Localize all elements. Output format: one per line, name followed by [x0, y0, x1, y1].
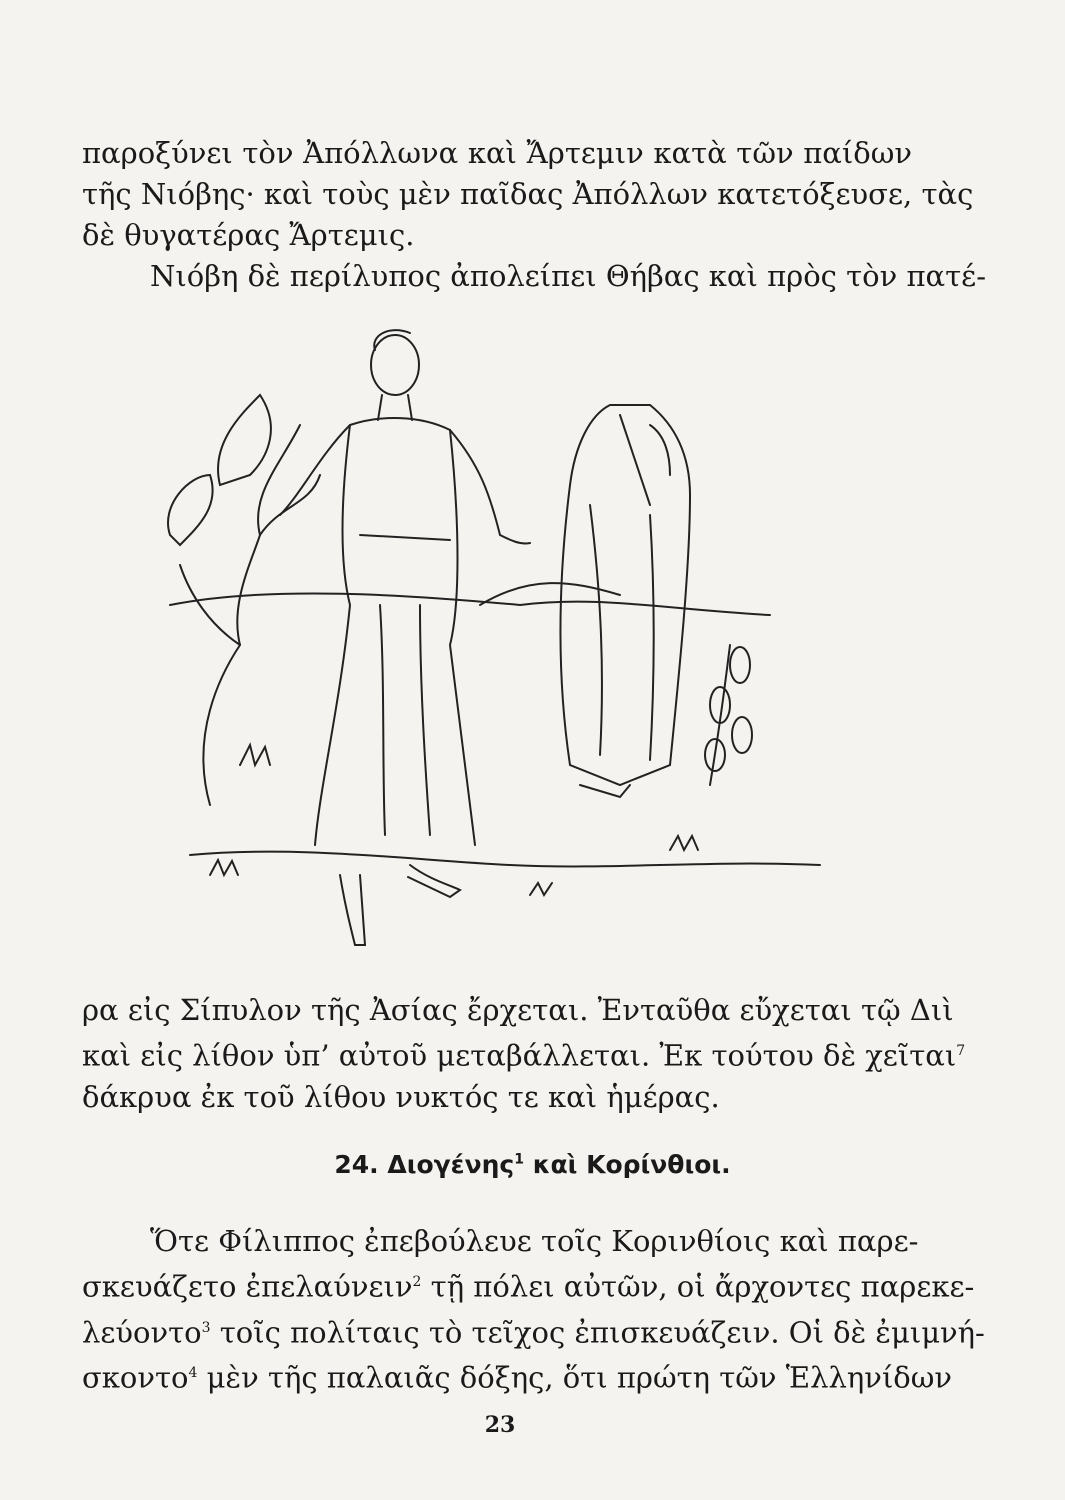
section-title-part: Διογένης: [387, 1150, 515, 1179]
footnote-marker: 4: [188, 1365, 198, 1382]
figure-robe-left: [315, 425, 350, 845]
footnote-marker: 2: [412, 1274, 422, 1290]
text-line: [82, 1262, 975, 1308]
section-heading: [0, 1150, 1065, 1179]
text-line-content: καὶ εἰς λίθον ὑπ’ αὐτοῦ μεταβάλλεται. Ἐκ τούτου δὲ χεῖται: [82, 1038, 957, 1073]
paragraph-2: [82, 256, 986, 297]
text-line: [82, 1353, 953, 1399]
text-line-content: μὲν τῆς παλαιᾶς δόξης, ὅτι πρώτη τῶν Ἑλληνίδων: [197, 1360, 953, 1395]
illustration-niobe: [150, 305, 840, 965]
text-line-content: λεύοντο: [82, 1315, 202, 1350]
text-line: τῆς Νιόβης· καὶ τοὺς μὲν παῖδας Ἀπόλλων κατετόξευσε, τὰς: [82, 177, 974, 211]
text-line: δὲ θυγατέρας Ἄρτεμις.: [82, 218, 415, 252]
footnote-marker: 3: [201, 1319, 211, 1336]
figure-veiled-niobe: [561, 405, 690, 785]
text-line-content: σκευάζετο ἐπελαύνειν: [82, 1269, 413, 1304]
text-line: δάκρυα ἐκ τοῦ λίθου νυκτός τε καὶ ἡμέρας.: [82, 1079, 720, 1114]
paragraph-4: [82, 1221, 985, 1399]
footnote-marker: 1: [514, 1151, 524, 1168]
ground-line: [190, 852, 820, 867]
horizon-line: [170, 593, 770, 615]
footnote-marker: 7: [956, 1043, 966, 1059]
text-line: [82, 1031, 966, 1077]
figure-head-left: [371, 335, 419, 395]
section-number: 24.: [334, 1150, 379, 1179]
text-line: Ὅτε Φίλιππος ἐπεβούλευε τοῖς Κορινθίοις καὶ παρε-: [150, 1224, 919, 1258]
paragraph-1: [82, 133, 974, 256]
text-line-content: τοῖς πολίταις τὸ τεῖχος ἐπισκευάζειν. Οἱ δὲ ἐμιμνή-: [210, 1315, 985, 1350]
text-line: ρα εἰς Σίπυλον τῆς Ἀσίας ἔρχεται. Ἐνταῦθα εὔχεται τῷ Διὶ: [82, 993, 954, 1027]
paragraph-3: [82, 990, 966, 1118]
section-title-part: καὶ Κορίνθιοι.: [532, 1150, 731, 1179]
text-line-content: σκοντο: [82, 1360, 189, 1395]
text-line: παροξύνει τὸν Ἀπόλλωνα καὶ Ἄρτεμιν κατὰ τῶν παίδων: [82, 136, 912, 170]
page-number: 23: [484, 1412, 516, 1438]
plant-right: [710, 645, 730, 785]
text-line: Νιόβη δὲ περίλυπος ἀπολείπει Θήβας καὶ πρὸς τὸν πατέ-: [150, 259, 986, 293]
text-line-content: τῇ πόλει αὐτῶν, οἱ ἄρχοντες παρεκε-: [421, 1269, 975, 1304]
text-line: [82, 1308, 985, 1354]
